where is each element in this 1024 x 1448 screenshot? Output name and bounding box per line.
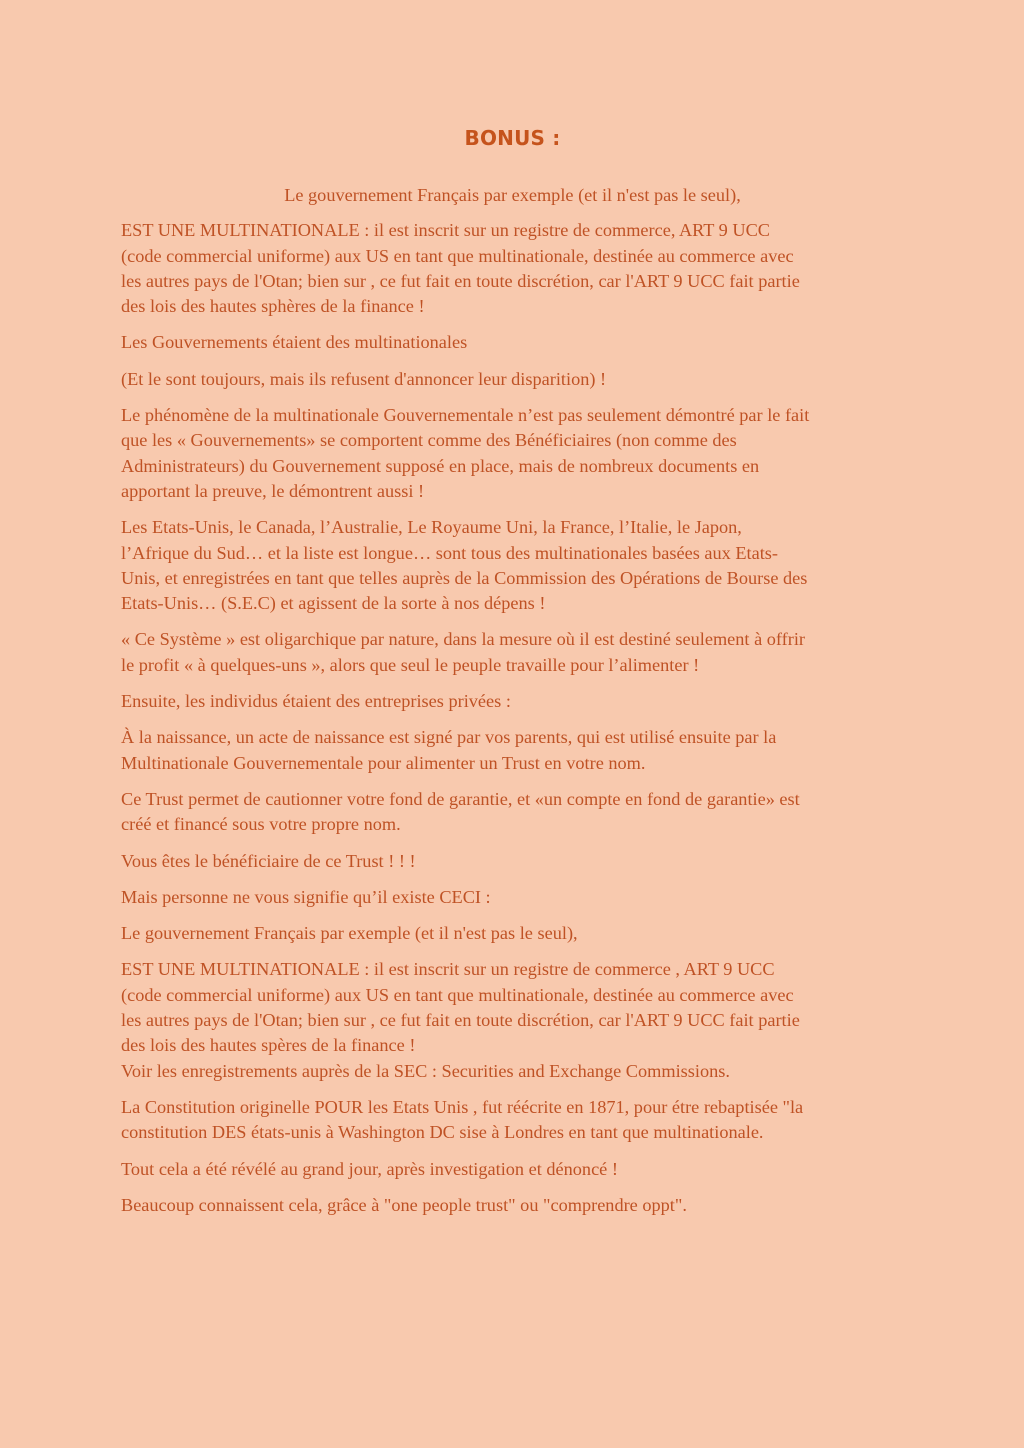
document-title: BONUS : — [464, 126, 561, 150]
paragraph-etats-unis: Les Etats-Unis, le Canada, l’Australie, Le Royaume Uni, la France, l’Italie, le Japon, l’Afrique du Sud… et la liste est longue… sont tous des multinationales basées aux Etats- Unis, et enregistrées en tant que telles auprès de la Commission des Opérations de Bourse des Etats-Unis… (S.E.C) et agissent de la sorte à nos dépens ! — [121, 517, 808, 614]
paragraph-naissance: À la naissance, un acte de naissance est signé par vos parents, qui est utilisé ensuite par la Multinationale Gouvernementale pour alimenter un Trust en votre nom. — [121, 727, 777, 773]
paragraph-toujours: (Et le sont toujours, mais ils refusent d'annoncer leur disparition) ! — [121, 368, 607, 389]
paragraph-intro-repeat: Le gouvernement Français par exemple (et il n'est pas le seul), — [121, 923, 578, 944]
paragraph-sec: Voir les enregistrements auprès de la SEC : Securities and Exchange Commissions. — [121, 1060, 730, 1081]
paragraph-gouvernements: Les Gouvernements étaient des multinationales — [121, 332, 468, 353]
paragraph-multinationale-repeat: EST UNE MULTINATIONALE : il est inscrit sur un registre de commerce , ART 9 UCC (code commercial uniforme) aux US en tant que multinationale, destinée au commerce avec les autres pays de l'Otan; bien sur , ce fut fait en toute discrétion, car l'ART 9 UCC fait partie des lois des hautes spères de la finance ! — [121, 959, 800, 1056]
paragraph-trust: Ce Trust permet de cautionner votre fond de garantie, et «un compte en fond de garantie» est créé et financé sous votre propre nom. — [121, 788, 800, 835]
paragraph-multinationale: EST UNE MULTINATIONALE : il est inscrit sur un registre de commerce, ART 9 UCC (code commercial uniforme) aux US en tant que multinationale, destinée au commerce avec les autres pays de l'Otan; bien sur , ce fut fait en toute discrétion, car l'ART 9 UCC fait partie des lois des hautes sphères de la finance ! — [121, 220, 800, 317]
paragraph-systeme: « Ce Système » est oligarchique par nature, dans la mesure où il est destiné seulement à offrir le profit « à quelques-uns », alors que seul le peuple travaille pour l’alimenter ! — [121, 629, 805, 675]
paragraph-ceci: Mais personne ne vous signifie qu’il existe CECI : — [121, 886, 491, 907]
paragraph-revele: Tout cela a été révélé au grand jour, après investigation et dénoncé ! — [121, 1158, 618, 1179]
paragraph-phenomene: Le phénomène de la multinationale Gouvernementale n’est pas seulement démontré par le fait que les « Gouvernements» se comportent comme des Bénéficiaires (non comme des Administrateurs) du Gouvernement supposé en place, mais de nombreux documents en apportant la preuve, le démontrent aussi ! — [121, 405, 810, 501]
paragraph-oppt: Beaucoup connaissent cela, grâce à "one people trust" ou "comprendre oppt". — [121, 1194, 687, 1215]
paragraph-individus: Ensuite, les individus étaient des entreprises privées : — [121, 691, 511, 712]
paragraph-beneficiaire: Vous êtes le bénéficiaire de ce Trust ! ! ! — [121, 850, 416, 871]
paragraph-intro: Le gouvernement Français par exemple (et il n'est pas le seul), — [284, 185, 741, 205]
paragraph-constitution: La Constitution originelle POUR les Etats Unis , fut réécrite en 1871, pour étre rebaptisée "la constitution DES états-unis à Washington DC sise à Londres en tant que multinationale. — [121, 1096, 804, 1143]
